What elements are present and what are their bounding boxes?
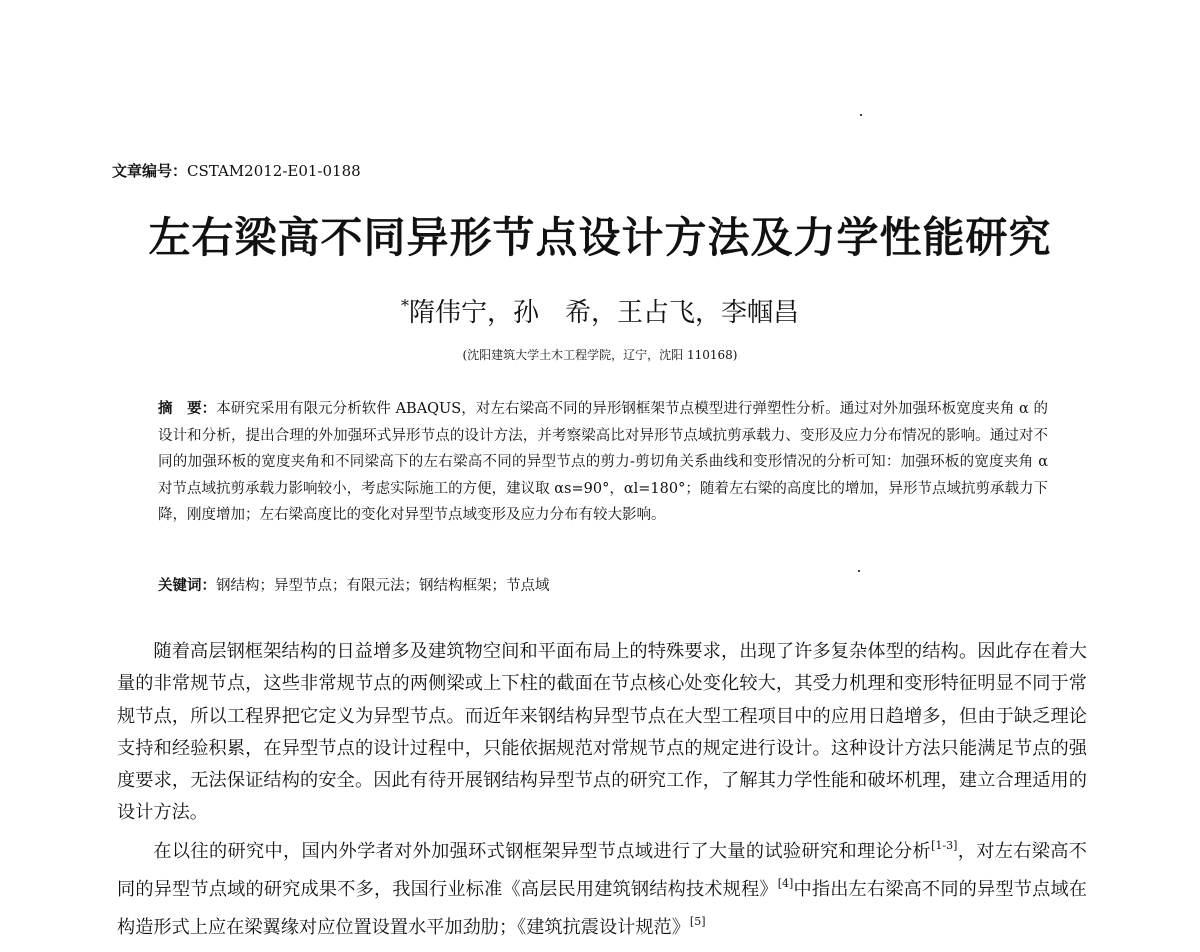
author-names: 隋伟宁，孙 希，王占飞，李帼昌 (408, 298, 799, 328)
article-number-label: 文章编号： (112, 162, 188, 180)
abstract-text: 本研究采用有限元分析软件 ABAQUS，对左右梁高不同的异形钢框架节点模型进行弹塑性分析。通过对外加强环板宽度夹角 α 的设计和分析，提出合理的外加强环式异形节点的设计方法，并考察梁高比对异形节点域抗剪承载力、变形及应力分布情况的影响。通过对不同的加强环板的宽度夹角和不同梁高下的左右梁高不同的异型节点的剪力-剪切角关系曲线和变形情况的分析可知：加强环板的宽度夹角 α 对节点域抗剪承载力影响较小，考虑实际施工的方便，建议取 αs=90°，αl=180°；随着左右梁的高度比的增加，异形节点域抗剪承载力下降，刚度增加；左右梁高度比的变化对异型节点域变形及应力分布有较大影响。 (158, 401, 1048, 523)
article-number-value: CSTAM2012-E01-0188 (187, 162, 361, 180)
abstract (158, 396, 1048, 529)
body-paragraph-2-part-b: ，对左右梁高不同的异型节点域的研究成果不多，我国行业标准《高层民用建筑钢结构技术规程》 (117, 840, 1087, 901)
body-paragraph-1: 随着高层钢框架结构的日益增多及建筑物空间和平面布局上的特殊要求，出现了许多复杂体型的结构。因此存在着大量的非常规节点，这些非常规节点的两侧梁或上下柱的截面在节点核心处变化较大，其受力机理和变形特征明显不同于常规节点，所以工程界把它定义为异型节点。而近年来钢结构异型节点在大型工程项目中的应用日趋增多，但由于缺乏理论支持和经验积累，在异型节点的设计过程中，只能依据规范对常规节点的规定进行设计。这种设计方法只能满足节点的强度要求，无法保证结构的安全。因此有待开展钢结构异型节点的研究工作，了解其力学性能和破坏机理，建立合理适用的设计方法。 (117, 641, 1087, 824)
author-list (0, 292, 1200, 329)
paper-title: 左右梁高不同异形节点设计方法及力学性能研究 (148, 213, 1052, 262)
scan-speck (858, 570, 860, 572)
abstract-label: 摘 要： (158, 401, 217, 417)
keywords-label: 关键词： (158, 578, 216, 594)
citation-ref-4: [4] (777, 877, 794, 891)
scan-speck (860, 114, 862, 116)
keywords (158, 574, 1048, 595)
corresponding-author-mark: * (400, 296, 409, 315)
body-paragraph-2 (117, 830, 1087, 945)
citation-ref-1-3: [1-3] (931, 838, 958, 852)
citation-ref-5: [5] (689, 915, 706, 929)
keywords-text: 钢结构；异型节点；有限元法；钢结构框架；节点域 (216, 578, 550, 594)
body-paragraph-2-part-c: 中指出左右梁高不同的异型节点域在构造形式上应在梁翼缘对应位置设置水平加劲肋；《建筑抗震设计规范》 (117, 879, 1087, 939)
body-text (117, 636, 1087, 945)
affiliation: (沈阳建筑大学土木工程学院，辽宁，沈阳 110168) (462, 348, 738, 362)
body-paragraph-2-part-a: 在以往的研究中，国内外学者对外加强环式钢框架异型节点域进行了大量的试验研究和理论分析 (153, 840, 932, 862)
article-number (112, 160, 361, 181)
